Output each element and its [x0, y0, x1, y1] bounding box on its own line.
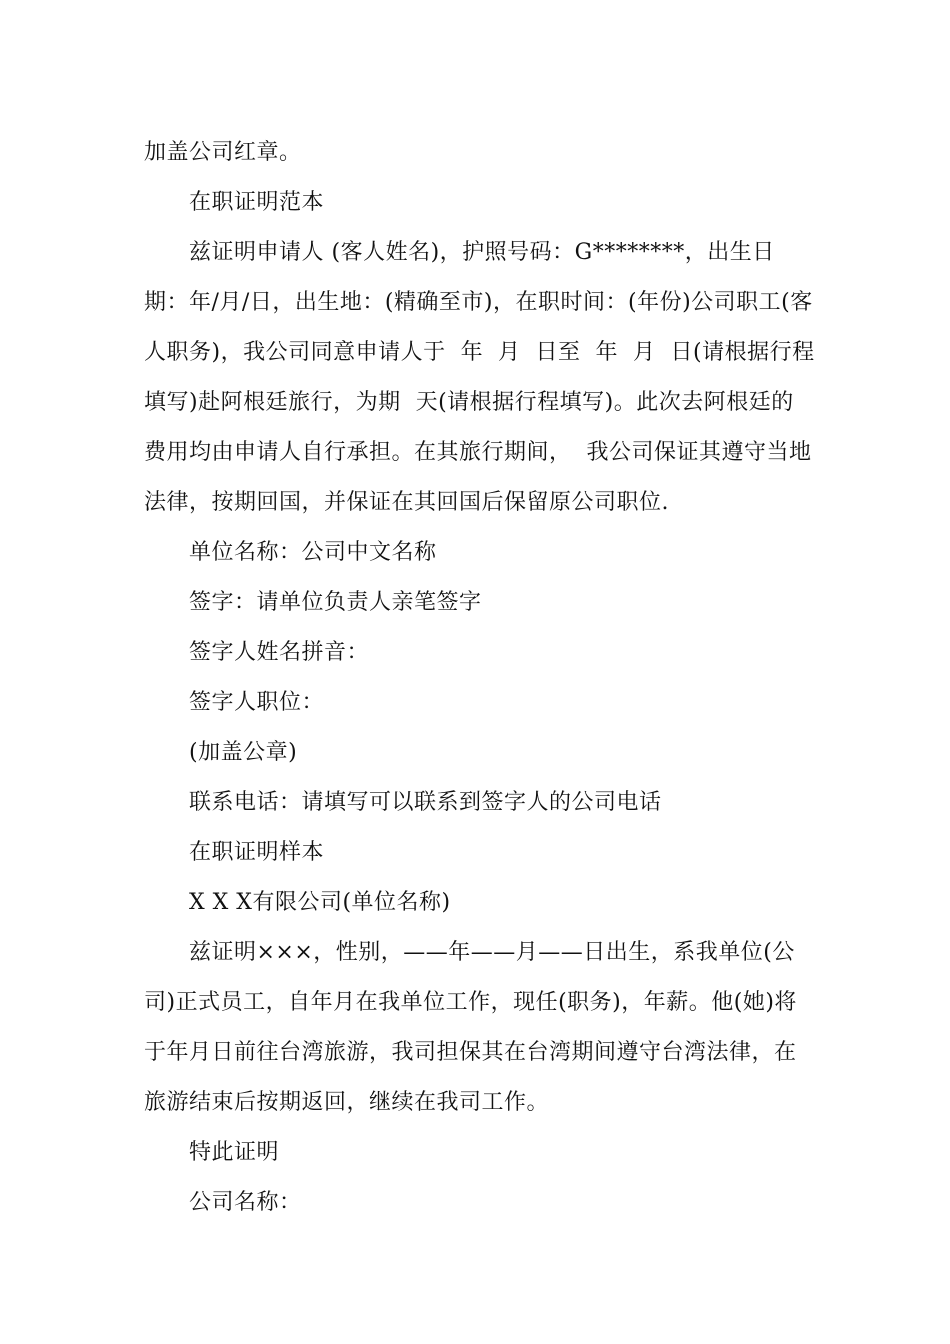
field-signature: 签字：请单位负责人亲笔签字	[189, 590, 482, 615]
field-sample-company-name: 公司名称：	[189, 1190, 302, 1215]
field-official-seal: (加盖公章)	[189, 740, 298, 765]
paragraph-sample-body: 兹证明×××，性别，——年——月——日出生，系我单位(公司)正式员工，自年月在我单位工作，现任(职务)，年薪。他(她)将于年月日前往台湾旅游，我司担保其在台湾期间遵守台湾法律，在旅游结束后按期返回，继续在我司工作。	[144, 940, 797, 1115]
heading-employment-sample: 在职证明样本	[189, 840, 325, 865]
heading-employment-template: 在职证明范本	[189, 190, 325, 215]
paragraph-certificate-body: 兹证明申请人 (客人姓名)，护照号码：G********，出生日期：年/月/日，出生地：(精确至市)，在职时间：(年份)公司职工(客人职务)，我公司同意申请人于 年 月 日至 年 月 日(请根据行程填写)赴阿根廷旅行，为期 天(请根据行程填写)。此次去阿根廷的费用均由申请人自行承担。在其旅行期间， 我公司保证其遵守当地法律，按期回国，并保证在其回国后保留原公司职位.	[144, 240, 815, 515]
field-company-name: 单位名称：公司中文名称	[189, 540, 437, 565]
field-contact-phone: 联系电话：请填写可以联系到签字人的公司电话	[189, 790, 662, 815]
paragraph-hereby-certify: 特此证明	[189, 1140, 280, 1165]
sample-company-title: X X X有限公司(单位名称)	[189, 890, 451, 915]
field-signer-pinyin: 签字人姓名拼音：	[189, 640, 370, 665]
paragraph-closing-stamp: 加盖公司红章。	[144, 140, 302, 165]
field-signer-position: 签字人职位：	[189, 690, 325, 715]
